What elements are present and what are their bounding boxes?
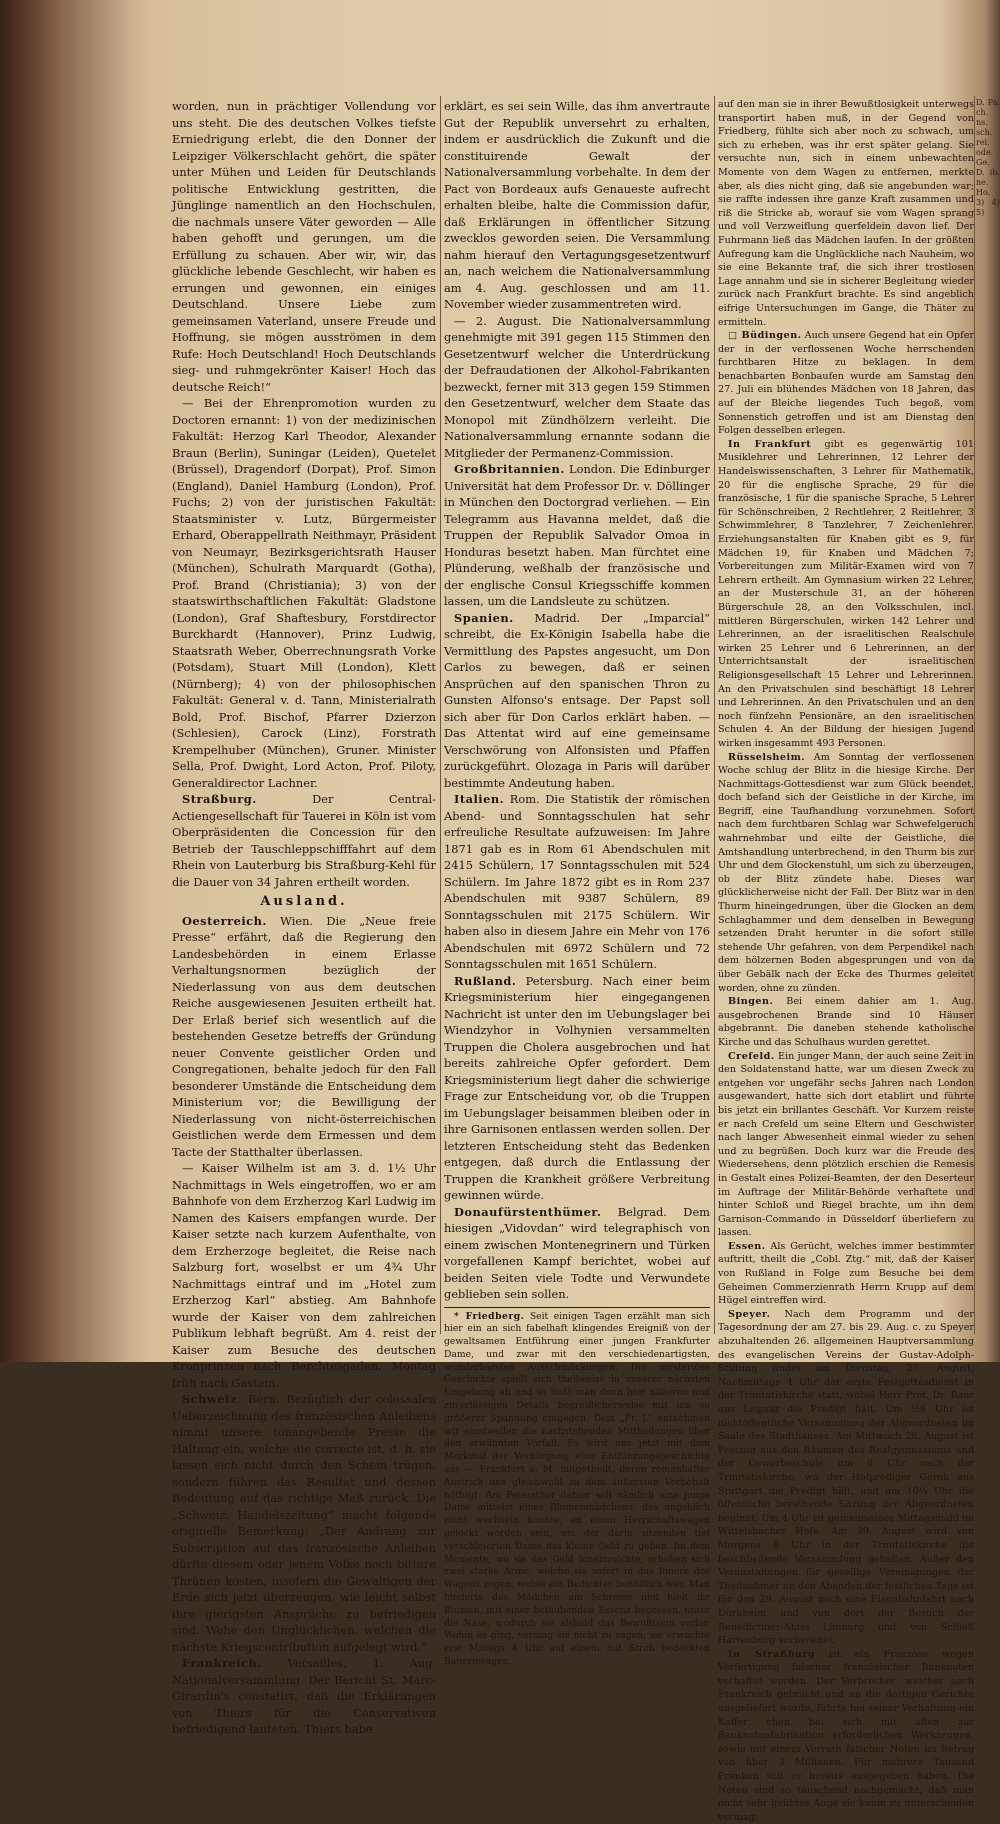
- column-1: [172, 98, 436, 1736]
- article-text: gibt es gegenwärtig 101 Musiklehrer und Lehrerinnen, 12 Lehrer der Handelswissenschaften, 3 Lehrer für Mathematik, 20 für die englische Sprache, 29 für die französische, 1 für die spanische Sprache, 5 Lehrer für Schönschreiben, 2 Rechtlehrer, 2 Reitlehrer, 3 Schwimmlehrer, 8 Tanzlehrer, 7 Zeichenlehrer. Erziehungsanstalten für Knaben gibt es 9, für Mädchen 19, für Knaben und Mädchen 7; Vorbereitungen zum Militär-Examen wird von 7 Lehrern ertheilt. Am Gymnasium wirken 22 Lehrer, an der Musterschule 31, an der höheren Bürgerschule 28, an den Volksschulen, incl. mittleren Bürgerschulen, wirken 142 Lehrer und Lehrerinnen, an der israelitischen Realschule wirken 25 Lehrer und 6 Lehrerinnen, an der Unterrichtsanstalt der israelitischen Religionsgesellschaft 15 Lehrer und Lehrerinnen. An den Privatschulen sind beschäftigt 18 Lehrer und Lehrerinnen. An den Privatschulen und an den noch fünfzehn Pensionäre, an den israelitischen Schulen 4. An der Bildung der hiesigen Jugend wirken insgesammt 493 Personen.: [718, 438, 974, 749]
- column-2: [444, 98, 710, 1668]
- country-heading: Großbritannien.: [454, 462, 565, 476]
- article-text: ist ein Franzose wegen Verfertigung falscher französischer Banknoten verhaftet worden. Der Verbrecher, welcher nach Frankreich gebracht und an die dortigen Gerichte ausgeliefert wurde, führte bei seiner Verhaftung ein Koffer chen bei sich mit allen zur Banknotenfabrikation erforderlichen Werkzeugen, sowie mit einem Vorrath falscher Noten im Betrag von über 3 Millionen. Für mehrere Tausend Franken soll er bereits ausgegeben haben. Die Noten sind so täuschend nachgemacht, daß man nicht sehr geübtes Auge sie kaum zu unterscheiden vermag.: [718, 1648, 974, 1823]
- article-paragraph: [718, 751, 974, 996]
- article-paragraph: [444, 461, 710, 610]
- country-heading: Italien.: [454, 792, 505, 806]
- article-paragraph: [718, 995, 974, 1049]
- dateline: Speyer.: [728, 1308, 771, 1320]
- article-paragraph: [444, 791, 710, 973]
- article-paragraph: [718, 1240, 974, 1308]
- dateline: * Friedberg.: [454, 1310, 525, 1322]
- country-heading: Donaufürstenthümer.: [454, 1204, 602, 1219]
- article-paragraph: [172, 791, 436, 890]
- dateline: Essen.: [728, 1240, 766, 1252]
- article-paragraph: [718, 329, 974, 438]
- article-paragraph: erklärt, es sei sein Wille, das ihm anvertraute Gut der Republik unversehrt zu erhalten, indem er ausdrücklich die Zukunft und die constituirende Gewalt der Nationalversammlung vorbehalte. In dem der Pact von Bordeaux aufs Genaueste aufrecht erhalten bleibe, halte die Commission dafür, daß Erklärungen in öffentlicher Sitzung zwecklos geworden seien. Die Versammlung nahm hierauf den Vertagungsgesetzentwurf an, nach welchem die Nationalversammlung am 4. Aug. geschlossen und am 11. November wieder zusammentreten wird.: [444, 99, 710, 311]
- article-paragraph: worden, nun in prächtiger Vollendung vor uns steht. Die des deutschen Volkes tiefste Erniedrigung erlebt, die den Donner der Leipziger Völkerschlacht gehört, die später unter Mühen und Leiden für Deutschlands politische Entwicklung gestritten, die Jünglinge namentlich an den Hochschulen, die nachmals unsere Väter geworden — Alle haben gehofft und gerungen, um die Erfüllung zu schauen. Aber wir, wir, das glückliche lebende Geschlecht, wir haben es errungen und gewonnen, ein einiges Deutschland. Unsere Liebe zum gemeinsamen Vaterland, unsere Freude und Hoffnung, sie mögen ausströmen in dem Rufe: Hoch Deutschland! Hoch Deutschlands sieg- und ruhmgekrönter Kaiser! Hoch das deutsche Reich!“: [172, 99, 436, 394]
- article-text: Auch unsere Gegend hat ein Opfer der in der verflossenen Woche herrschenden furchtbaren Hitze zu beklagen. In dem benachbarten Bonbaufen wurde am Samstag den 27. Juli ein blühendes Mädchen von 18 Jahren, das auf der Bleiche liegendes Tuch begoß, vom Sonnenstich getroffen und ist am Dienstag den Folgen desselben erlegen.: [718, 330, 974, 437]
- country-heading: Oesterreich.: [182, 913, 267, 928]
- article-text: Bern. Bezüglich der colossalen Ueberzeichnung des französischen Anleihens nimmt unsere tonangebende Presse die Haltung ein, welche die correcte ist, d. h. sie lassen sich nicht durch den Schein trügen, sondern führen das Resultat und dessen Bedeutung auf das richtige Maß zurück. Die „Schweiz. Handelszeitung“ macht folgende originelle Bemerkung: „Der Andrang zur Subscription auf das französische Anleihen dürfte diesem oder jenem Volke noch bittere Thränen kosten, insofern die Gewaltigen der Erde sich jetzt überzeugen, wie leicht selbst ihre gierigsten Ansprüche zu befriedigen sind. Wehe den Unglücklichen, welchen die nächste Kriegscontribution aufgelegt wird.“: [172, 1392, 436, 1654]
- article-paragraph: [444, 973, 710, 1204]
- article-paragraph: [718, 1050, 974, 1240]
- article-paragraph: — Bei der Ehrenpromotion wurden zu Doctoren ernannt: 1) von der medizinischen Fakultät: Herzog Karl Theodor, Alexander Braun (Berlin), Suningar (Leiden), Quetelet (Brüssel), Dragendorf (Dorpat), Prof. Simon (England), Daniel Hamburg (London), Prof. Fuchs; 2) von der juristischen Fakultät: Staatsminister v. Lutz, Bürgermeister Erhard, Oberappellrath Neithmayr, Präsident von Neumayr, Bezirksgerichtsrath Hauser (München), Schulrath Marquardt (Gotha), Prof. Brand (Christiania); 3) von der staatswirthschaftlichen Fakultät: Gladstone (London), Graf Shaftesbury, Forstdirector Burckhardt (Hannover), Prinz Ludwig, Staatsrath Weber, Oberrechnungsrath Vorke (Potsdam), Stuart Mill (London), Klett (Nürnberg); 4) von der philosophischen Fakultät: General v. d. Tann, Ministerialrath Bold, Prof. Bischof, Pfarrer Dzierzon (Schlesien), Carock (Linz), Forstrath Krempelhuber (München), Gruner. Minister Sella, Prof. Dwight, Lord Acton, Prof. Piloty, Generaldirector Lachner.: [172, 396, 436, 790]
- dateline: □ Büdingen.: [728, 330, 802, 342]
- local-news-paragraph: [444, 1311, 710, 1669]
- article-paragraph: auf den man sie in ihrer Bewußtlosigkeit unterwegs transportirt haben muß, in der Gegend von Friedberg, fühlte sich aber noch zu schwach, um sich zu erheben, was ihr erst später gelang. Sie versuchte nun, sich in einem unbewachten Momente von dem Wagen zu entfernen, merkte aber, als dies nicht ging, daß sie angebunden war; sie raffte indessen ihre ganze Kraft zusammen und riß die Stricke ab, worauf sie vom Wagen sprang und voll Verzweiflung querfeldein davon lief. Der Fuhrmann ließ das Mädchen laufen. In der größten Aufregung kam die Unglückliche nach Nauheim, wo sie eine Bekannte traf, die sich ihrer trostlosen Lage annahm und sie in sicherer Begleitung wieder zurück nach Frankfurt brachte. Es sind angeblich eifrige Untersuchungen im Gange, die Thäter zu ermitteln.: [718, 99, 974, 328]
- article-text: Der Central-Actiengesellschaft für Tauerei in Köln ist vom Oberpräsidenten die Concession für den Betrieb der Tauschleppschifffahrt auf dem Rhein von Lauterburg bis Straßburg-Kehl für die Dauer von 34 Jahren ertheilt worden.: [172, 792, 436, 889]
- column-4-cutoff: [976, 98, 1000, 1334]
- section-heading: Ausland.: [260, 894, 348, 909]
- column-3: [718, 98, 974, 1823]
- section-rule: [444, 1307, 710, 1308]
- article-text: Belgrad. Dem hiesigen „Vidovdan“ wird telegraphisch von einem zwischen Montenegrinern und Türken vorgefallenen Kampf berichtet, wobei auf beiden Seiten viele Todte und Verwundete geblieben sein sollen.: [444, 1204, 710, 1301]
- dateline: Rüsselsheim.: [728, 751, 806, 763]
- article-paragraph: [718, 1308, 974, 1648]
- column-divider: [974, 96, 975, 1334]
- article-text: Wien. Die „Neue freie Presse“ erfährt, daß die Regierung den Landesbehörden in einem Erlasse Verhaltungsnormen bezüglich der Niederlassung von aus dem deutschen Reiche ausgewiesenen Jesuiten ertheilt hat. Der Erlaß berief sich wesentlich auf die bestehenden Gesetze betreffs der Gründung neuer Convente geistlicher Orden und Congregationen, behalte jedoch für den Fall besonderer Umstände die Entscheidung dem Ministerium vor; die Bewilligung der Niederlassung von nicht-österreichischen Geistlichen werde dem Ermessen und dem Tacte der Statthalter überlassen.: [172, 913, 436, 1159]
- article-text: Nach dem Programm und der Tagesordnung der am 27. bis 29. Aug. c. zu Speyer abzuhaltenden 26. allgemeinen Hauptversammlung des evangelischen Vereins der Gustav-Adolph-Stiftung findet am Dienstag, 27. August, Nachmittags 4 Uhr der erste Festgottesdienst in der Trinitatiskirche statt, wobei Herr Prof. Dr. Baur aus Leipzig die Predigt hält. Um ½6 Uhr ist nichtöffentliche Versammlung der Abgeordneten im Saale des Stadthauses. Am Mittwoch 28. August ist Festzug aus den Räumen des Realgymnasiums und der Gewerbeschule um 8 Uhr nach der Trinitatiskirche, wo der Hofprediger Gerok aus Stuttgart die Predigt hält, und um 10¼ Uhr die öffentliche berathende Sitzung der Abgeordneten beginnt. Um 4 Uhr ist gemeinsames Mittagsmahl im Wittelsbacher Hofe. Am 29. August wird von Morgens 8 Uhr in der Trinitatiskirche die beschließende Versammlung gehalten. Außer den Veranstaltungen für gesellige Vereinigungen der Theilnehmer an den Abenden der festlichen Tage ist für den 29. August noch eine Eisenbahnfahrt nach Dürkheim und von dort der Besuch der Benedictiner-Abtei Limburg und von Schloß Hartenburg vorbereitet.: [718, 1308, 974, 1647]
- cutoff-text: D. Pa. ch. ns. sch. rei. ode. Ge. D. ib. ne. Ho. 3) 4) 5): [976, 98, 1000, 217]
- column-divider: [714, 96, 715, 1334]
- dateline: Bingen.: [728, 996, 774, 1008]
- article-text: Petersburg. Nach einer beim Kriegsministerium hier eingegangenen Nachricht ist unter den im Uebungslager bei Wiendzyhor in Volhynien versammelten Truppen die Cholera ausgebrochen und hat bereits zahlreiche Opfer gefordert. Dem Kriegsministerium liegt daher die schwierige Frage zur Entscheidung vor, ob die Truppen im Uebungslager beisammen bleiben oder in ihre Garnisonen entlassen werden sollen. Der letzteren Entscheidung steht das Bedenken entgegen, daß durch die Entlassung der Truppen die Krankheit größere Verbreitung gewinnen würde.: [444, 973, 710, 1202]
- article-text: Am Sonntag der verflossenen Woche schlug der Blitz in die hiesige Kirche. Der Nachmittags-Gottesdienst war zum Glück beendet, doch befand sich der Geistliche in der Kirche, im Begriff, eine Taufhandlung vorzunehmen. Sofort nach dem furchtbaren Schlag war Schwefelgeruch wahrnehmbar und eilte der Geistliche, die Amtshandlung unterbrechend, in den Thurm bis zur Uhr und dem Glockenstuhl, um sich zu überzeugen, ob der Blitz zündete habe. Dieses war glücklicherweise nicht der Fall. Der Blitz war in den Thurm hineingedrungen, über die Glocken an dem Schlaghammer und dem denselben in Bewegung setzenden Draht herunter in die sofort stille stehende Uhr gefahren, von dem Perpendikel nach dem hölzernen Boden abgesprungen und von da über Gebälk nach der Ecke des Thurmes geleitet worden, ohne zu zünden.: [718, 751, 974, 994]
- article-paragraph: [718, 438, 974, 751]
- article-paragraph: [172, 1391, 436, 1655]
- article-text: Bei einem dahier am 1. Aug. ausgebrochenen Brande sind 10 Häuser abgebrannt. Die daneben stehende katholische Kirche und das Schulhaus wurden gerettet.: [718, 996, 974, 1048]
- dateline: In Straßburg: [728, 1648, 816, 1660]
- article-paragraph: [444, 610, 710, 792]
- article-text: Versailles, 1. Aug. Nationalversammlung. Der Bericht St. Marc-Girardin's constatirt, daß die Erklärungen von Thiers für die Conservativen befriedigend lauteten. Thiers habe: [172, 1656, 436, 1736]
- article-paragraph: — 2. August. Die Nationalversammlung genehmigte mit 391 gegen 115 Stimmen den Gesetzentwurf welcher die Unterdrückung der Defraudationen der Alkohol-Fabrikanten bezweckt, ferner mit 313 gegen 159 Stimmen den Gesetzentwurf, welcher dem Staate das Monopol mit Zündhölzern verleiht. Die Nationalversammlung ernannte sodann die Mitglieder der Permanenz-Commission.: [444, 313, 710, 460]
- article-text: London. Die Edinburger Universität hat dem Professor Dr. v. Döllinger in München den Doctorgrad verliehen. — Ein Telegramm aus Havanna meldet, daß die Truppen der Republik Salvador Omoa in Honduras besetzt haben. Man fürchtet eine Plünderung, weßhalb der französische und der englische Consul Kriegsschiffe kommen lassen, um die Landsleute zu schützen.: [444, 462, 710, 608]
- article-text: Madrid. Der „Imparcial“ schreibt, die Ex-Königin Isabella habe die Vermittlung des Papstes angesucht, um Don Carlos zu bewegen, daß er seinen Ansprüchen auf den spanischen Thron zu Gunsten Alfonso's entsage. Der Papst soll sich aber für Don Carlos erklärt haben. — Das Attentat wird auf eine gemeinsame Verschwörung von Alfonsisten und Pfaffen zurückgeführt. Olozaga in Paris will darüber bestimmte Andeutung haben.: [444, 610, 710, 790]
- dateline: Crefeld.: [728, 1050, 775, 1062]
- country-heading: Spanien.: [454, 610, 514, 625]
- article-text: Als Gerücht, welches immer bestimmter auftritt, theilt die „Cobl. Ztg.“ mit, daß der Kaiser von Rußland in Folge zum Besuche bei dem Geheimen Commerzienrath Herrn Krupp auf dem Hügel eintreffen wird.: [718, 1240, 974, 1307]
- country-heading: Rußland.: [454, 973, 517, 988]
- country-heading: Schweiz.: [182, 1392, 242, 1406]
- article-paragraph: [172, 1655, 436, 1738]
- article-text: Ein junger Mann, der auch seine Zeit in den Soldatenstand hatte, war um diesen Zweck zu entgehen vor ungefähr sechs Jahren nach London ausgewandert, hatte sich dort etablirt und führte bis jetzt ein brillantes Geschäft. Vor Kurzem reiste er nach Crefeld um seine Eltern und Geschwister nach langer Abwesenheit einmal wieder zu sehen und zu begrüßen. Doch kurz war die Freude des Wiedersehens, denn plötzlich erschien die Remesis in Gestalt eines Polizei-Beamten, der den Deserteur im Auftrage der Militär-Behörde verhaftete und hinter Schloß und Riegel brachte, um ihn dem Garnison-Commando in Düsseldorf überliefern zu lassen.: [718, 1050, 974, 1239]
- article-paragraph: [444, 1204, 710, 1303]
- article-paragraph: — Kaiser Wilhelm ist am 3. d. 1½ Uhr Nachmittags in Wels eingetroffen, wo er am Bahnhofe von dem Erzherzog Karl Ludwig im Namen des Kaisers empfangen wurde. Der Kaiser setzte nach kurzem Aufenthalte, von dem Erzherzoge begleitet, die Reise nach Salzburg fort, woselbst er um 4¾ Uhr Nachmittags eintraf und im „Hotel zum Erzherzog Karl“ abstieg. Am Bahnhofe wurde der Kaiser von dem zahlreichen Publikum lebhaft begrüßt. Am 4. reist der Kaiser zum Besuche des deutschen Kronprinzen nach Berchtesgaden, Montag früh nach Gastein.: [172, 1161, 436, 1390]
- column-divider: [440, 96, 441, 1334]
- article-text: Seit einigen Tagen erzählt man sich hier ein an sich fabelhaft klingendes Ereigniß von der gewaltsamen Entführung einer jungen Frankfurter Dame, und zwar mit den verschiedenartigsten, wunderbarsten Ausschmückungen. Die mysteriöse Geschichte spielt sich theilweise in unserer nächsten Umgebung ab und so ließt man denn hier näheren und zuverlässigen Details begreiflicherweise mit um so größerer Spannung entgegen. Dem „Fr. J.“ entnehmen wir einstweilen die nachstehenden Mittheilungen über den erwähnten Vorfall: Es wird uns jetzt mit dem Merkmal der Verbürgung eine Entführungsgeschichte aus — Frankfurt a. M. mitgetheilt, deren romanhafter Anstrich uns gleichwohl zu dem äußersten Vorbehalt nöthigt. Am Petersthor dahier soll nämlich eine junge Dame mittelst eines Blumenmädchens, das angeblich nicht wechseln konnte, an einen Herrschaftswagen gelockt worden sein, um der darin sitzenden tief verschleierten Dame das kleine Geld zu geben. Im dem Momente, wo sie das Geld hineinreichte, erhoben sich zwei starke Arme, welche sie sofort in das Innere des Wagens zogen, wobei ein Bedienter behülflich war. Man hinderte das Mädchen am Schreien und hielt ihr Blumen, mit einer betäubenden Essenz begossen, unter die Nase, wodurch sie alsbald das Bewußtsein verlor. Wohin es ging, vermag sie nicht zu sagen; sie erwachte erst Mittags 4 Uhr auf einem mit Stroh bedeckten Bauernwagen,: [444, 1310, 710, 1668]
- article-text: Rom. Die Statistik der römischen Abend- und Sonntagsschulen hat sehr erfreuliche Resultate aufzuweisen: Im Jahre 1871 gab es in Rom 61 Abendschulen mit 2415 Schülern, 17 Sonntagsschulen mit 524 Schülern. Im Jahre 1872 gibt es in Rom 237 Abendschulen mit 9387 Schülern, 89 Sonntagsschulen mit 2175 Schülern. Wir haben also in diesem Jahre ein Mehr von 176 Abendschulen mit 6972 Schülern und 72 Sonntagsschulen mit 1651 Schülern.: [444, 792, 710, 971]
- article-paragraph: [718, 1648, 974, 1824]
- binding-shadow: [0, 0, 150, 1362]
- country-heading: Frankreich.: [182, 1656, 262, 1670]
- article-paragraph: [172, 913, 436, 1161]
- dateline: In Frankfurt: [728, 438, 812, 450]
- dateline: Straßburg.: [182, 792, 257, 806]
